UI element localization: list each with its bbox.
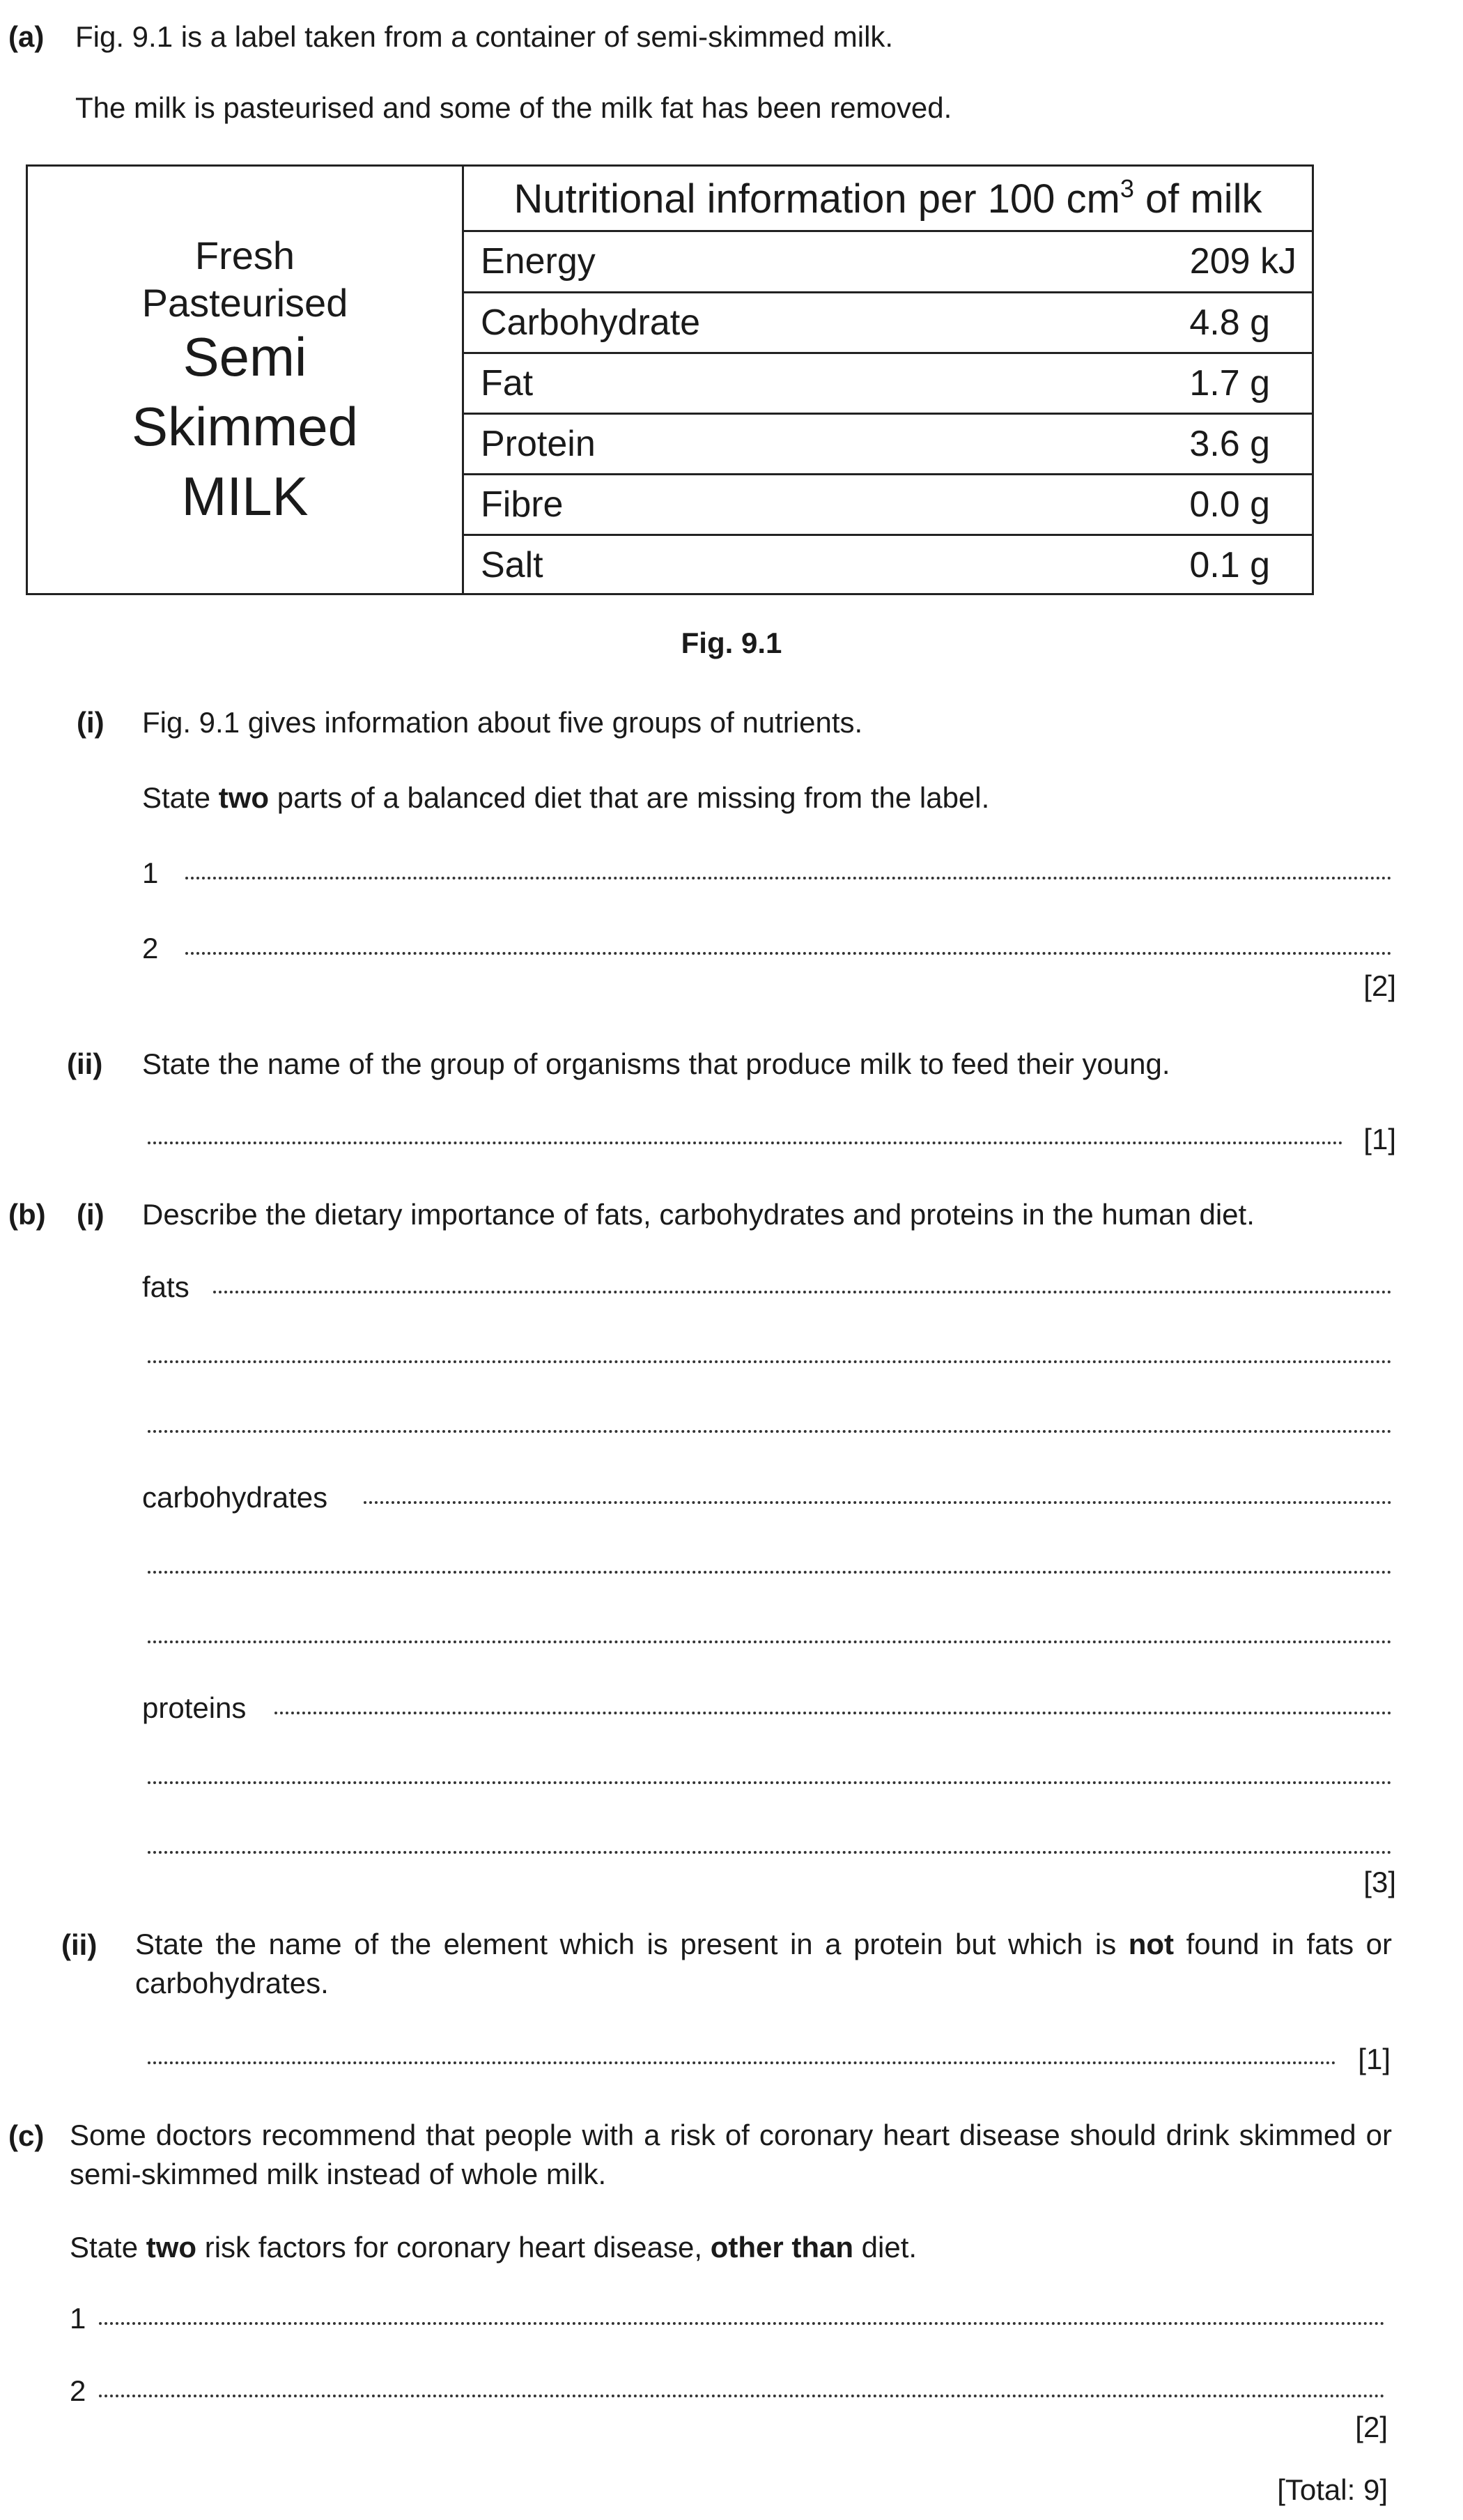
nutrient-value: 1.7 g [1189, 363, 1270, 404]
milk-label-brand [28, 167, 464, 593]
answer-number-1: 1 [142, 856, 159, 889]
nutrition-table-header [464, 167, 1312, 232]
answer-line-carbohydrates-3[interactable] [148, 1641, 1392, 1643]
brand-line-fresh: Fresh [194, 233, 295, 277]
nutrient-value: 3.6 g [1189, 424, 1270, 464]
answer-line-carbohydrates-1[interactable] [364, 1501, 1392, 1504]
nutrient-value: 209 kJ [1189, 241, 1296, 282]
carbohydrates-label: carbohydrates [142, 1481, 328, 1514]
nutrient-name: Salt [481, 545, 543, 585]
part-a-ii-text: State the name of the group of organisms that produce milk to feed their young. [142, 1047, 1170, 1080]
answer-number-2: 2 [142, 932, 159, 965]
nutrient-name: Protein [481, 424, 596, 464]
nutrition-header-sup: 3 [1120, 174, 1134, 203]
part-b-label: (b) [8, 1198, 46, 1231]
part-b-i-text: Describe the dietary importance of fats, carbohydrates and proteins in the human diet. [142, 1198, 1255, 1231]
milk-label-figure [26, 164, 1314, 595]
part-a-intro-line2: The milk is pasteurised and some of the milk fat has been removed. [75, 91, 952, 124]
nutrition-row-carbohydrate [464, 293, 1312, 354]
marks-b-i: [3] [1363, 1866, 1396, 1898]
brand-line-pasteurised: Pasteurised [141, 281, 348, 325]
answer-line-a-ii[interactable] [148, 1142, 1343, 1144]
nutrition-row-protein [464, 415, 1312, 475]
part-a-label: (a) [8, 20, 45, 53]
nutrient-name: Fibre [481, 484, 564, 525]
part-a-ii-label: (ii) [67, 1047, 103, 1080]
answer-line-proteins-2[interactable] [148, 1781, 1392, 1784]
part-a-intro-line1: Fig. 9.1 is a label taken from a container of semi-skimmed milk. [75, 20, 894, 53]
marks-a-i: [2] [1363, 969, 1396, 1002]
answer-line-a-i-2[interactable] [185, 952, 1392, 955]
part-b-ii-text: State the name of the element which is present in a protein but which is not found in fats or carbohydrates. [135, 1928, 1393, 1999]
part-c-text: Some doctors recommend that people with a risk of coronary heart disease should drink skimmed or semi-skimmed milk instead of whole milk. [70, 2119, 1392, 2190]
answer-line-fats-3[interactable] [148, 1430, 1392, 1433]
nutrition-header-text: Nutritional information per 100 cm [513, 176, 1120, 222]
answer-line-b-ii[interactable] [148, 2061, 1336, 2064]
answer-line-proteins-1[interactable] [274, 1712, 1392, 1714]
nutrient-name: Energy [481, 241, 596, 282]
nutrient-name: Fat [481, 363, 534, 404]
part-c-instruction: State two risk factors for coronary heart disease, other than diet. [70, 2231, 918, 2264]
part-a-i-text: Fig. 9.1 gives information about five groups of nutrients. [142, 706, 863, 739]
figure-caption: Fig. 9.1 [681, 627, 782, 659]
nutrient-value: 4.8 g [1189, 302, 1270, 343]
answer-line-fats-2[interactable] [148, 1360, 1392, 1363]
part-b-i-label: (i) [77, 1198, 104, 1231]
part-c-label: (c) [8, 2119, 45, 2152]
nutrition-row-salt [464, 536, 1312, 593]
nutrition-row-energy [464, 232, 1312, 293]
part-b-ii-label: (ii) [61, 1928, 98, 1961]
marks-a-ii: [1] [1363, 1123, 1396, 1155]
marks-c: [2] [1355, 2411, 1388, 2443]
answer-line-fats-1[interactable] [213, 1291, 1392, 1293]
answer-line-proteins-3[interactable] [148, 1851, 1392, 1854]
nutrition-row-fibre [464, 475, 1312, 536]
brand-line-semi: Semi [183, 326, 307, 387]
answer-number-c-1: 1 [70, 2302, 86, 2335]
brand-line-skimmed: Skimmed [131, 396, 359, 457]
nutrient-value: 0.1 g [1189, 545, 1270, 585]
total-marks: [Total: 9] [1277, 2473, 1388, 2506]
nutrient-value: 0.0 g [1189, 484, 1270, 525]
part-a-i-label: (i) [77, 706, 104, 739]
proteins-label: proteins [142, 1691, 247, 1724]
nutrition-row-fat [464, 354, 1312, 415]
answer-line-c-1[interactable] [99, 2322, 1385, 2325]
marks-b-ii: [1] [1358, 2043, 1391, 2075]
answer-line-a-i-1[interactable] [185, 877, 1392, 879]
answer-line-c-2[interactable] [99, 2395, 1385, 2397]
answer-number-c-2: 2 [70, 2374, 86, 2407]
nutrition-header-suffix: of milk [1133, 176, 1262, 222]
part-a-i-instruction: State two parts of a balanced diet that are missing from the label. [142, 781, 990, 814]
fats-label: fats [142, 1270, 189, 1303]
brand-line-milk: MILK [181, 466, 309, 527]
nutrient-name: Carbohydrate [481, 302, 701, 343]
answer-line-carbohydrates-2[interactable] [148, 1571, 1392, 1574]
